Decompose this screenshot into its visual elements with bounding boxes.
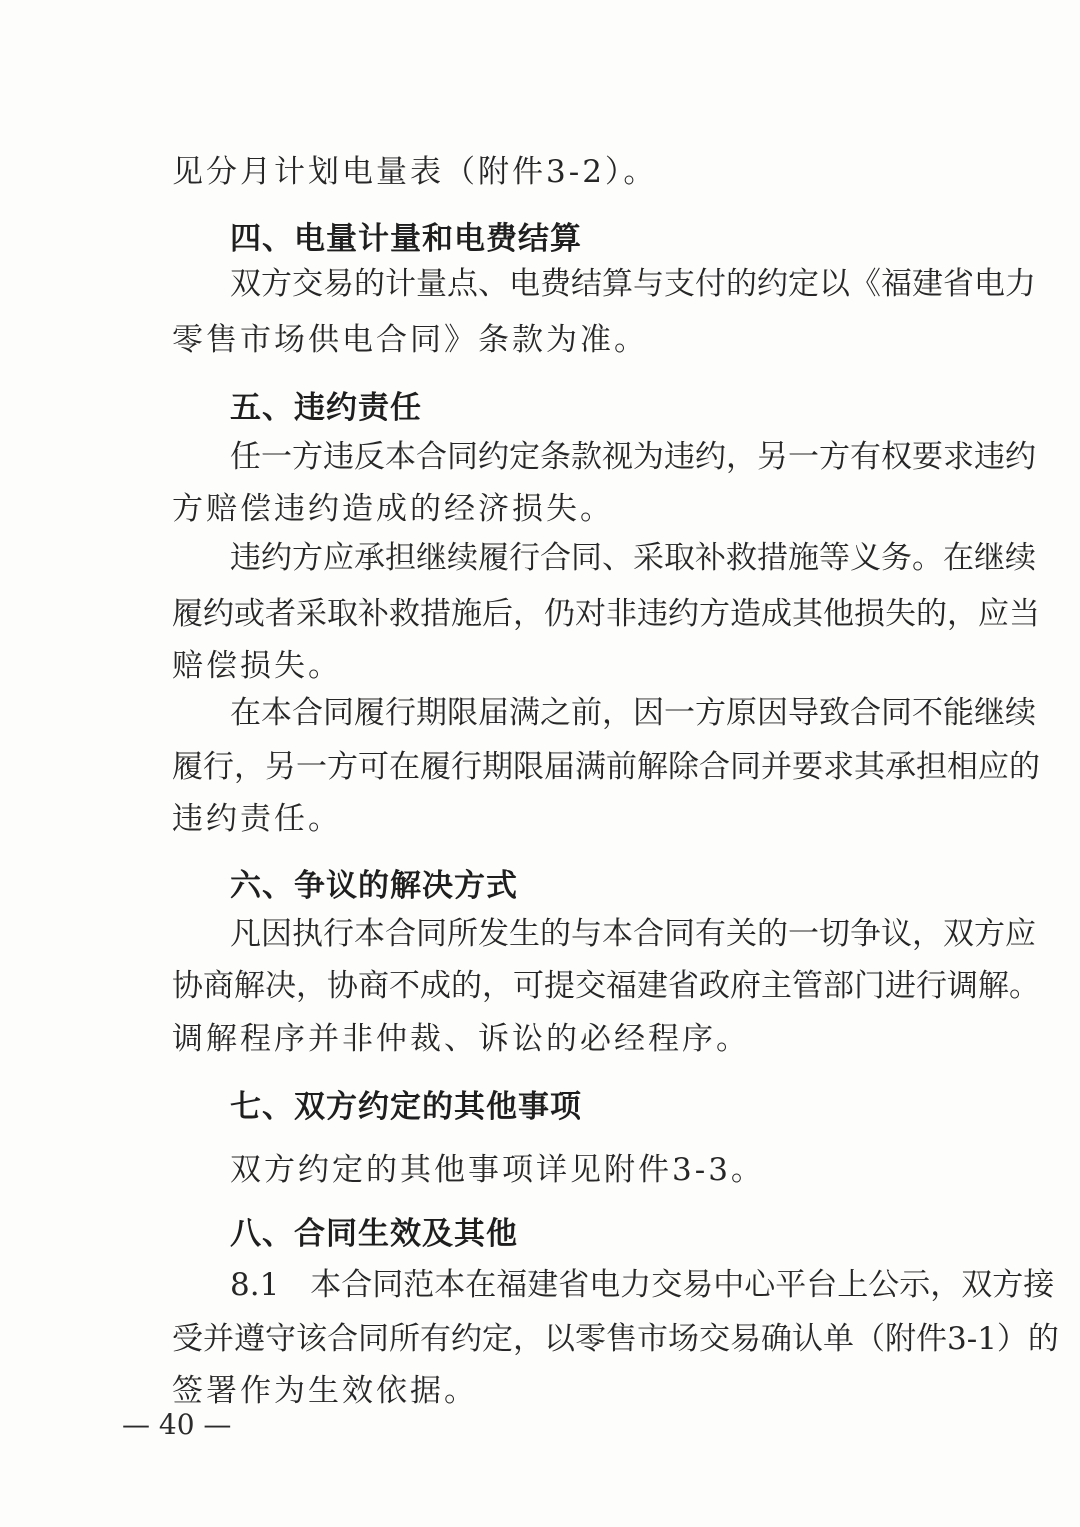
body-line: 违约方应承担继续履行合同、采取补救措施等义务。在继续 (230, 540, 1036, 576)
body-line: 见分月计划电量表（附件3-2）。 (172, 154, 658, 190)
body-line: 方赔偿违约造成的经济损失。 (172, 491, 614, 527)
section-heading-4: 四、电量计量和电费结算 (230, 221, 582, 257)
section-heading-7: 七、双方约定的其他事项 (230, 1089, 582, 1125)
section-heading-5: 五、违约责任 (230, 390, 422, 426)
body-line: 受并遵守该合同所有约定，以零售市场交易确认单（附件3-1）的 (172, 1321, 1059, 1357)
body-line: 双方交易的计量点、电费结算与支付的约定以《福建省电力 (230, 266, 1036, 302)
section-heading-6: 六、争议的解决方式 (230, 868, 518, 904)
page-number: — 40 — (122, 1408, 232, 1441)
body-line: 凡因执行本合同所发生的与本合同有关的一切争议，双方应 (230, 916, 1036, 952)
body-line: 8.1 本合同范本在福建省电力交易中心平台上公示，双方接 (230, 1267, 1055, 1303)
body-line: 调解程序并非仲裁、诉讼的必经程序。 (172, 1021, 750, 1057)
body-line: 双方约定的其他事项详见附件3-3。 (230, 1152, 765, 1188)
section-heading-8: 八、合同生效及其他 (230, 1216, 518, 1252)
body-line: 在本合同履行期限届满之前，因一方原因导致合同不能继续 (230, 695, 1036, 731)
body-line: 零售市场供电合同》条款为准。 (172, 322, 648, 358)
body-line: 赔偿损失。 (172, 648, 342, 684)
body-line: 履约或者采取补救措施后，仍对非违约方造成其他损失的，应当 (172, 596, 1040, 632)
body-line: 协商解决，协商不成的，可提交福建省政府主管部门进行调解。 (172, 968, 1040, 1004)
body-line: 履行，另一方可在履行期限届满前解除合同并要求其承担相应的 (172, 749, 1040, 785)
body-line: 签署作为生效依据。 (172, 1373, 478, 1409)
body-line: 违约责任。 (172, 801, 342, 837)
body-line: 任一方违反本合同约定条款视为违约，另一方有权要求违约 (230, 439, 1036, 475)
